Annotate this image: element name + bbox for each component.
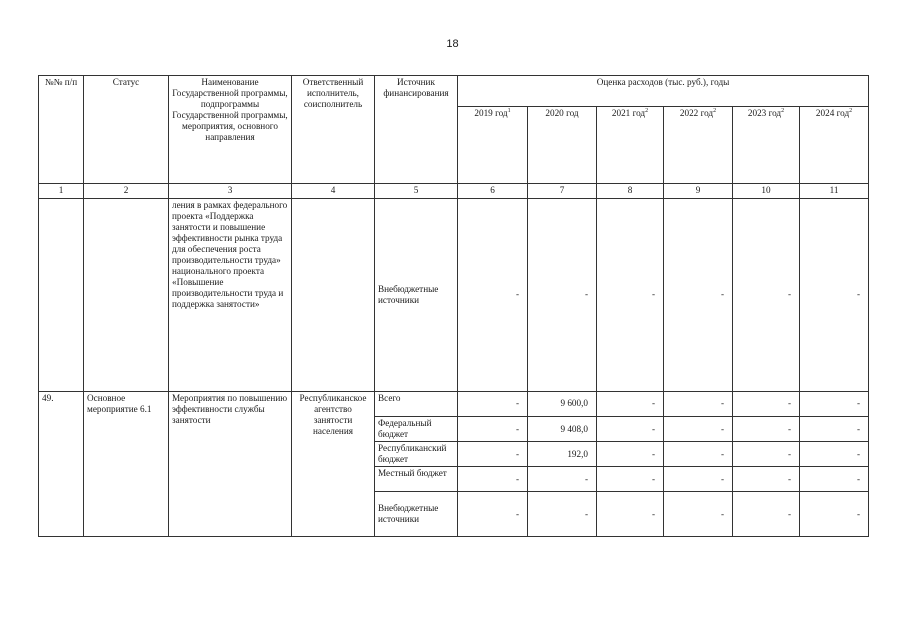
header-source: Источник финансирования [375, 76, 458, 184]
cell-value: - [733, 492, 800, 537]
cell-name: ления в рамках федерального проекта «Поддержка занятости и повышение эффективности рынка труда для обеспечения роста производительности труда» национального проекта «Повышение производительности труда и поддержка занятости» [169, 199, 292, 392]
cell-value: - [800, 199, 869, 392]
cell-value: - [458, 392, 528, 417]
cell-value: - [800, 467, 869, 492]
cell-value: - [733, 199, 800, 392]
cell-value: 9 408,0 [528, 417, 597, 442]
table-row [39, 199, 869, 392]
cell-value: - [800, 392, 869, 417]
cell-responsible: Республиканское агентство занятости населения [292, 392, 375, 537]
column-number: 5 [375, 184, 458, 199]
cell-value: - [458, 199, 528, 392]
cell-source: Республиканский бюджет [375, 442, 458, 467]
column-number-row [39, 184, 869, 199]
header-year: 2022 год$^2$ [664, 107, 733, 184]
column-number: 9 [664, 184, 733, 199]
cell-value: - [458, 417, 528, 442]
cell-source: Федеральный бюджет [375, 417, 458, 442]
column-number: 4 [292, 184, 375, 199]
column-number: 7 [528, 184, 597, 199]
cell-value: - [597, 392, 664, 417]
cell-responsible [292, 199, 375, 392]
cell-status [84, 199, 169, 392]
expenses-table [38, 75, 869, 537]
header-year: 2023 год$^2$ [733, 107, 800, 184]
header-year: 2019 год$^1$ [458, 107, 528, 184]
cell-status: Основное мероприятие 6.1 [84, 392, 169, 537]
cell-value: - [597, 199, 664, 392]
cell-value: - [458, 467, 528, 492]
cell-name: Мероприятия по повышению эффективности службы занятости [169, 392, 292, 537]
cell-value: - [664, 417, 733, 442]
cell-value: - [664, 442, 733, 467]
cell-value: - [733, 392, 800, 417]
cell-value: - [597, 442, 664, 467]
cell-value: - [664, 492, 733, 537]
cell-source: Внебюджетные источники [375, 492, 458, 537]
cell-value: 192,0 [528, 442, 597, 467]
cell-source: Всего [375, 392, 458, 417]
column-number: 10 [733, 184, 800, 199]
header-year: 2021 год$^2$ [597, 107, 664, 184]
cell-num: 49. [39, 392, 84, 537]
cell-value: - [597, 467, 664, 492]
cell-value: - [664, 199, 733, 392]
cell-value: - [733, 467, 800, 492]
cell-value: - [597, 417, 664, 442]
cell-value: - [458, 492, 528, 537]
cell-value: 9 600,0 [528, 392, 597, 417]
column-number: 3 [169, 184, 292, 199]
cell-value: - [800, 442, 869, 467]
cell-value: - [664, 392, 733, 417]
cell-source: Местный бюджет [375, 467, 458, 492]
cell-value: - [800, 417, 869, 442]
cell-value: - [528, 492, 597, 537]
header-status: Статус [84, 76, 169, 184]
column-number: 2 [84, 184, 169, 199]
column-number: 11 [800, 184, 869, 199]
cell-value: - [664, 467, 733, 492]
header-name: Наименование Государственной программы, подпрограммы Государственной программы, мероприятия, основного направления [169, 76, 292, 184]
header-expenses: Оценка расходов (тыс. руб.), годы [458, 76, 869, 107]
cell-value: - [800, 492, 869, 537]
header-year: 2020 год [528, 107, 597, 184]
cell-value: - [597, 492, 664, 537]
page-number: 18 [446, 38, 459, 50]
header-num: №№ п/п [39, 76, 84, 184]
cell-value: - [528, 467, 597, 492]
table-row [39, 392, 869, 417]
cell-source: Внебюджетные источники [375, 199, 458, 392]
column-number: 6 [458, 184, 528, 199]
cell-value: - [528, 199, 597, 392]
column-number: 8 [597, 184, 664, 199]
cell-num [39, 199, 84, 392]
header-year: 2024 год$^2$ [800, 107, 869, 184]
header-responsible: Ответственный исполнитель, соисполнитель [292, 76, 375, 184]
cell-value: - [458, 442, 528, 467]
cell-value: - [733, 417, 800, 442]
cell-value: - [733, 442, 800, 467]
column-number: 1 [39, 184, 84, 199]
